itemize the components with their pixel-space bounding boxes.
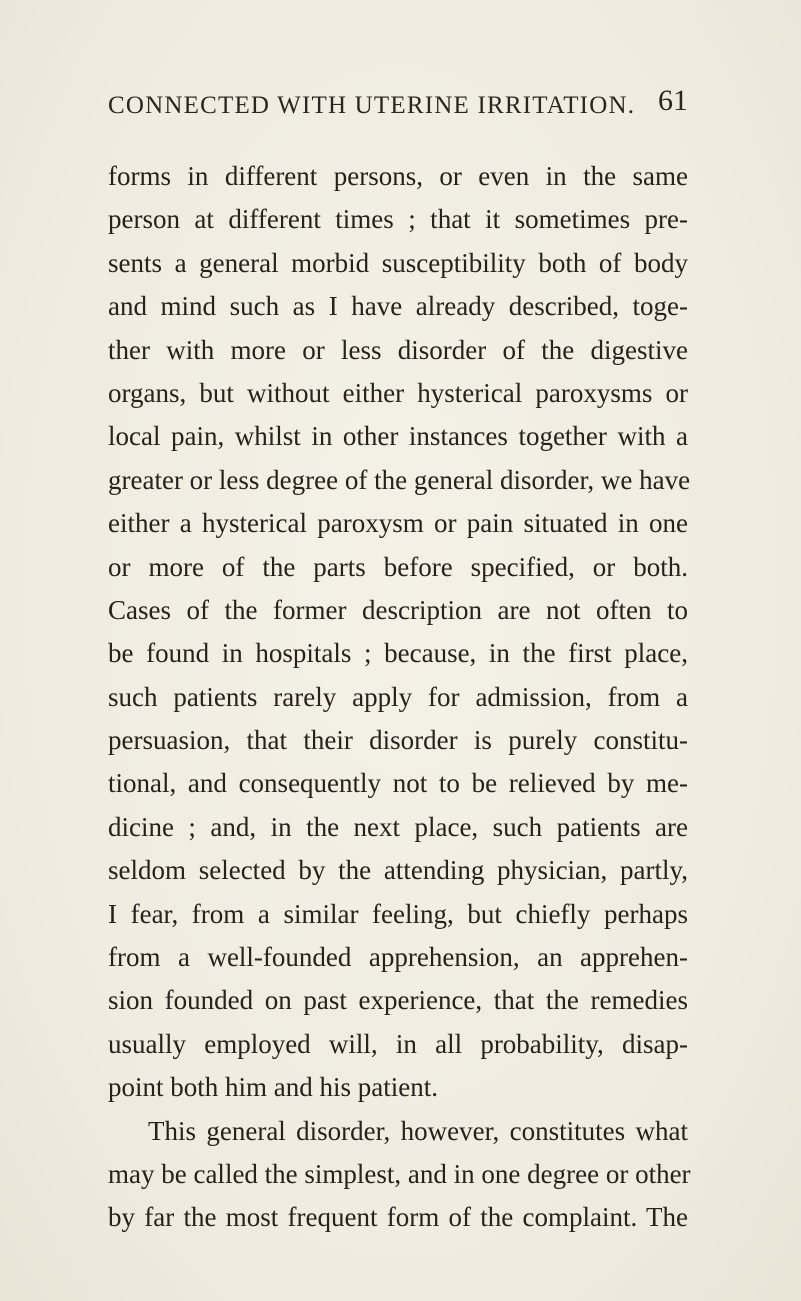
text-line: such patients rarely apply for admission, from a bbox=[108, 681, 688, 712]
text-line: from a well-founded apprehension, an apprehen- bbox=[108, 942, 688, 973]
text-line: ther with more or less disorder of the digestive bbox=[108, 334, 688, 365]
text-line: either a hysterical paroxysm or pain situated in one bbox=[108, 508, 688, 539]
text-line: dicine ; and, in the next place, such patients are bbox=[108, 811, 688, 842]
text-line: point both him and his patient. bbox=[108, 1072, 438, 1103]
text-line: forms in different persons, or even in the same bbox=[108, 161, 688, 191]
text-line: be found in hospitals ; because, in the first place, bbox=[108, 638, 688, 669]
text-line: local pain, whilst in other instances together with a bbox=[108, 421, 688, 452]
text-line: Cases of the former description are not often to bbox=[108, 594, 688, 625]
text-line: sents a general morbid susceptibility both of body bbox=[108, 247, 688, 278]
text-line: greater or less degree of the general disorder, we have bbox=[108, 464, 691, 495]
text-line: by far the most frequent form of the complaint. The bbox=[108, 1202, 688, 1233]
text-line: tional, and consequently not to be relieved by me- bbox=[108, 768, 688, 799]
text-line: person at different times ; that it sometimes pre- bbox=[108, 204, 688, 235]
running-head: CONNECTED WITH UTERINE IRRITATION. bbox=[108, 92, 636, 119]
text-line: and mind such as I have already described, toge- bbox=[108, 291, 688, 322]
text-line: seldom selected by the attending physician, partly, bbox=[108, 855, 688, 886]
text-line: sion founded on past experience, that the remedies bbox=[108, 985, 688, 1016]
text-line: I fear, from a similar feeling, but chiefly perhaps bbox=[108, 898, 688, 929]
page-number: 61 bbox=[658, 84, 688, 117]
text-line: usually employed will, in all probability, disap- bbox=[108, 1028, 688, 1059]
text-line: organs, but without either hysterical paroxysms or bbox=[108, 377, 688, 408]
text-line: persuasion, that their disorder is purely constitu- bbox=[108, 725, 688, 756]
text-line: or more of the parts before specified, or both. bbox=[108, 551, 688, 582]
text-line: may be called the simplest, and in one degree or other bbox=[108, 1158, 691, 1189]
body-text bbox=[108, 155, 691, 1240]
text-line: This general disorder, however, constitutes what bbox=[148, 1115, 688, 1146]
